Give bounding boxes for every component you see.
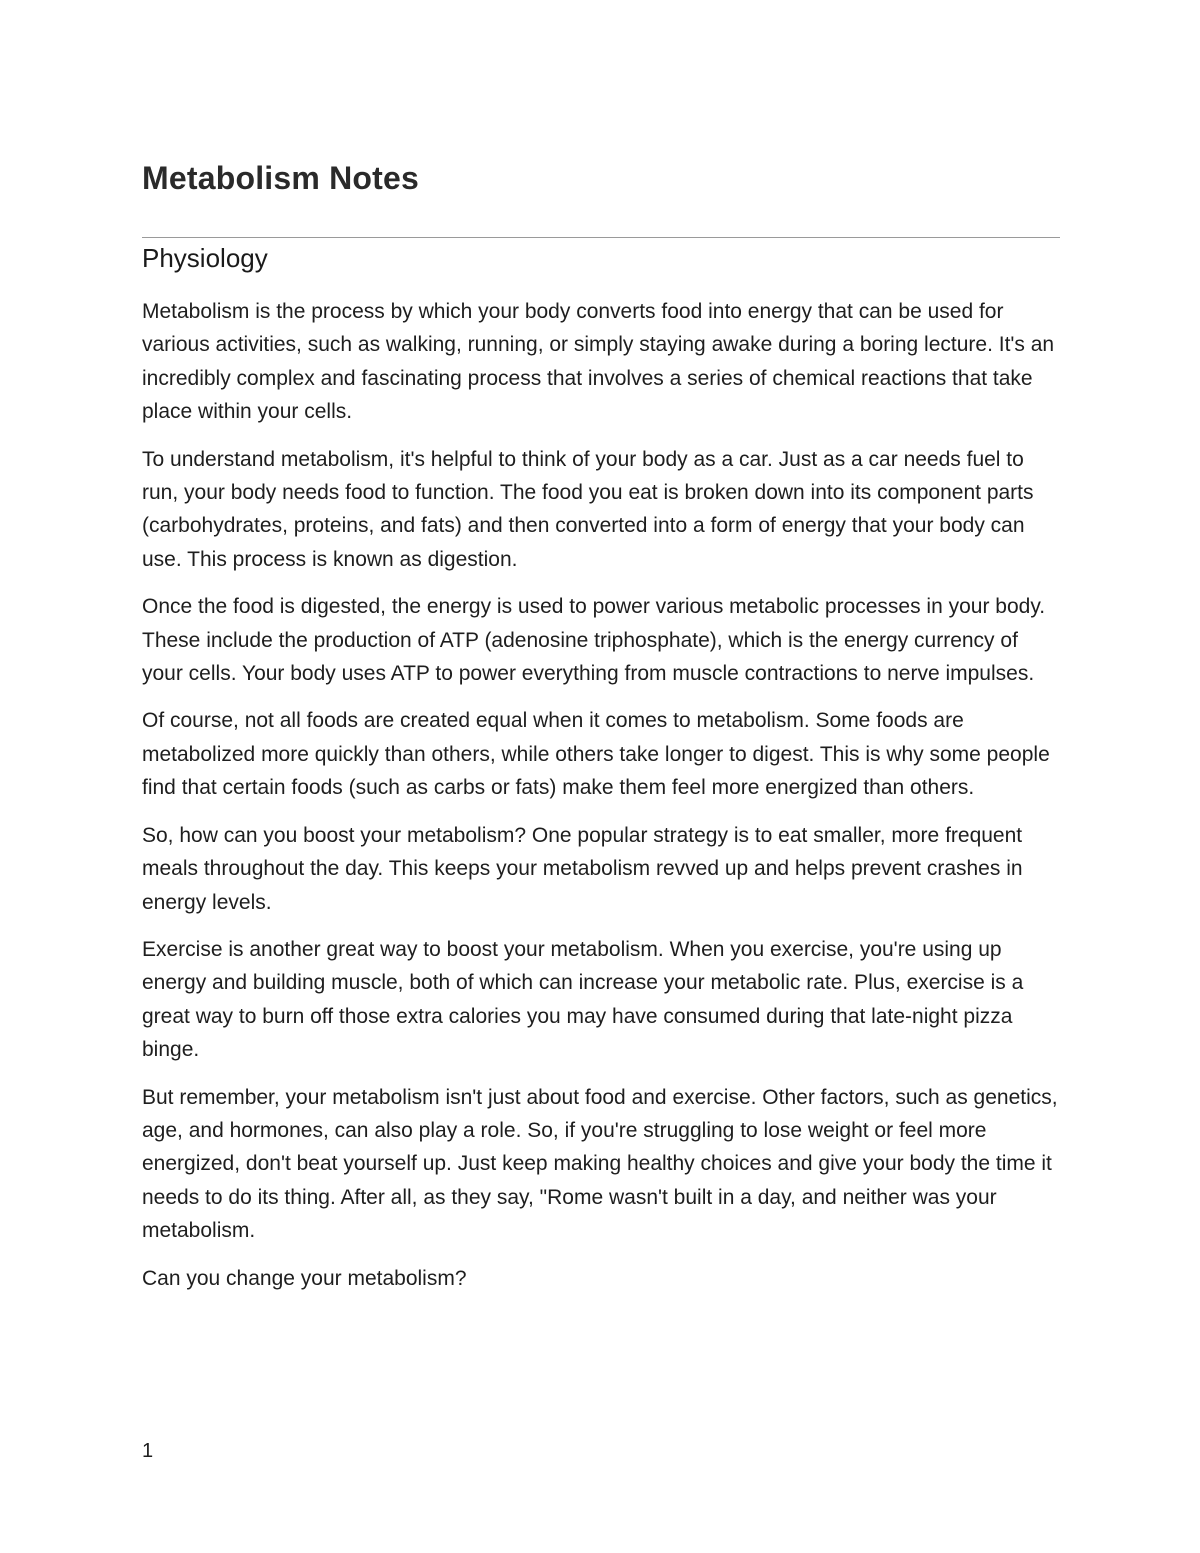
- title-divider: [142, 237, 1060, 238]
- document-page: [142, 0, 1060, 1553]
- paragraph: Exercise is another great way to boost your metabolism. When you exercise, you're using up energy and building muscle, both of which can increase your metabolic rate. Plus, exercise is a great way to burn off those extra calories you may have consumed during that late-night pizza binge.: [142, 937, 1024, 1062]
- section-heading: Physiology: [142, 243, 268, 273]
- paragraph: Once the food is digested, the energy is used to power various metabolic processes in your body. These include the production of ATP (adenosine triphosphate), which is the energy currency of your cells. Your body uses ATP to power everything from muscle contractions to nerve impulses.: [142, 595, 1046, 686]
- paragraph: So, how can you boost your metabolism? One popular strategy is to eat smaller, more frequent meals throughout the day. This keeps your metabolism revved up and helps prevent crashes in energy levels.: [142, 823, 1023, 914]
- paragraph: Of course, not all foods are created equal when it comes to metabolism. Some foods are metabolized more quickly than others, while others take longer to digest. This is why some people find that certain foods (such as carbs or fats) make them feel more energized than others.: [142, 709, 1050, 800]
- document-body: [142, 295, 1060, 1309]
- paragraph: To understand metabolism, it's helpful to think of your body as a car. Just as a car needs fuel to run, your body needs food to function. The food you eat is broken down into its component parts (carbohydrates, proteins, and fats) and then converted into a form of energy that your body can use. This process is known as digestion.: [142, 447, 1034, 571]
- paragraph: But remember, your metabolism isn't just about food and exercise. Other factors, such as genetics, age, and hormones, can also play a role. So, if you're struggling to lose weight or feel more energized, don't beat yourself up. Just keep making healthy choices and give your body the time it needs to do its thing. After all, as they say, "Rome wasn't built in a day, and neither was your metabolism.: [142, 1085, 1058, 1243]
- page-title: Metabolism Notes: [142, 160, 420, 196]
- paragraph: Can you change your metabolism?: [142, 1266, 467, 1290]
- page-number: 1: [142, 1440, 154, 1462]
- paragraph: Metabolism is the process by which your body converts food into energy that can be used for various activities, such as walking, running, or simply staying awake during a boring lecture. It's an incredibly complex and fascinating process that involves a series of chemical reactions that take place within your cells.: [142, 300, 1055, 424]
